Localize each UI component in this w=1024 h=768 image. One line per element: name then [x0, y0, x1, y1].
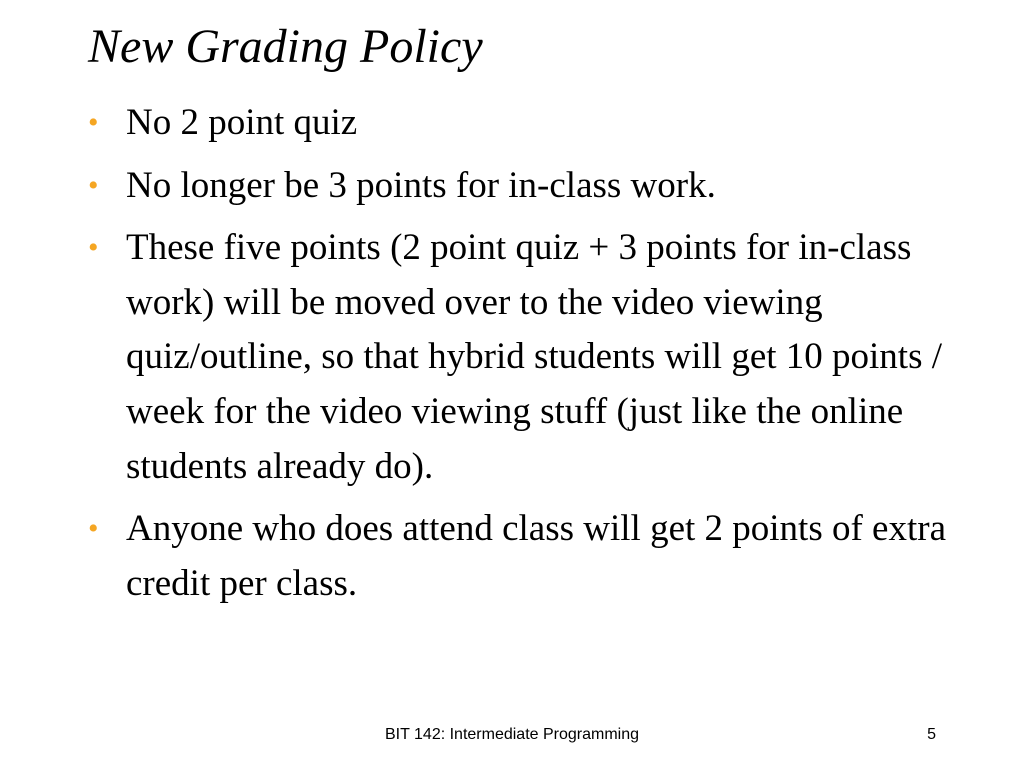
- bullet-text: No 2 point quiz: [126, 102, 358, 143]
- slide-title: New Grading Policy: [88, 20, 483, 73]
- bullet-item: [88, 96, 948, 151]
- bullet-item: [88, 159, 948, 214]
- bullet-dot-icon: •: [88, 512, 99, 546]
- bullet-text: No longer be 3 points for in-class work.: [126, 164, 716, 206]
- bullet-list: [88, 96, 948, 619]
- bullet-dot-icon: •: [88, 231, 99, 265]
- bullet-dot-icon: •: [88, 168, 99, 202]
- footer-course-title: BIT 142: Intermediate Programming: [384, 726, 640, 743]
- bullet-text: Anyone who does attend class will get 2 points of extra credit per class.: [126, 508, 946, 604]
- bullet-text: These five points (2 point quiz + 3 points for in-class work) will be moved over to the video viewing quiz/outline, so that hybrid students will get 10 points / week for the video viewing stuff (just like the online students already do).: [126, 227, 943, 487]
- bullet-item: [88, 502, 948, 611]
- bullet-dot-icon: •: [88, 106, 99, 139]
- bullet-item: [88, 221, 948, 494]
- slide-number: 5: [927, 726, 936, 743]
